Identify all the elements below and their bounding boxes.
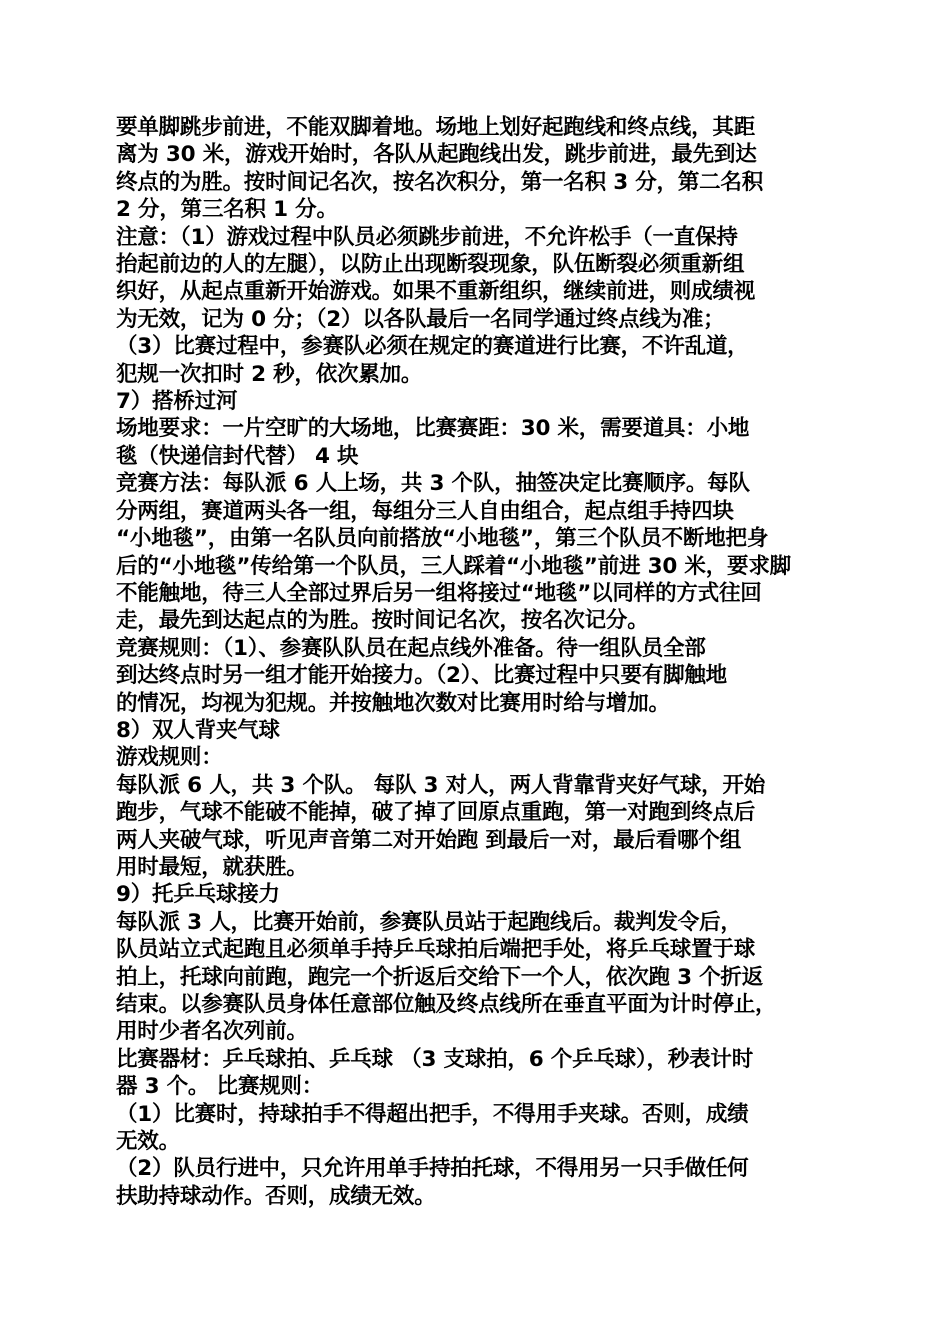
text-line: 分两组，赛道两头各一组，每组分三人自由组合，起点组手持四块 xyxy=(116,498,734,524)
text-line: 竞赛规则：（1）、参赛队队员在起点线外准备。待一组队员全部 xyxy=(116,635,706,661)
text-line: 织好，从起点重新开始游戏。如果不重新组织，继续前进，则成绩视 xyxy=(116,279,756,305)
text-line: 毯（快递信封代替） 4 块 xyxy=(116,443,359,469)
text-line: 用时少者名次列前。 xyxy=(116,1019,308,1045)
text-line: 比赛器材：乒乓球拍、乒乓球 （3 支球拍，6 个乒乓球），秒表计时 xyxy=(116,1046,754,1072)
text-line: 离为 30 米，游戏开始时，各队从起跑线出发，跳步前进，最先到达 xyxy=(116,142,757,168)
text-line: 每队派 3 人，比赛开始前，参赛队员站于起跑线后。裁判发令后， xyxy=(116,909,742,935)
text-line: 场地要求：一片空旷的大场地，比赛赛距：30 米，需要道具：小地 xyxy=(116,416,750,442)
text-line: 为无效，记为 0 分；（2）以各队最后一名同学通过终点线为准； xyxy=(116,306,725,332)
text-line: 要单脚跳步前进，不能双脚着地。场地上划好起跑线和终点线，其距 xyxy=(116,115,756,140)
text-line: 两人夹破气球，听见声音第二对开始跑 到最后一对，最后看哪个组 xyxy=(116,827,741,853)
text-line: 拍上，托球向前跑，跑完一个折返后交给下一个人，依次跑 3 个折返 xyxy=(116,964,764,990)
text-line: 游戏规则： xyxy=(116,745,223,771)
text-line: （3）比赛过程中，参赛队必须在规定的赛道进行比赛，不许乱道， xyxy=(116,334,749,360)
text-line: “小地毯”，由第一名队员向前搭放“小地毯”，第三个队员不断地把身 xyxy=(116,526,769,552)
text-line: 队员站立式起跑且必须单手持乒乓球拍后端把手处，将乒乓球置于球 xyxy=(116,937,756,963)
section-heading: 8）双人背夹气球 xyxy=(116,717,280,743)
text-line: 走，最先到达起点的为胜。按时间记名次，按名次记分。 xyxy=(116,608,649,634)
text-line: 犯规一次扣时 2 秒，依次累加。 xyxy=(116,361,423,387)
text-line: 器 3 个。 比赛规则： xyxy=(116,1074,324,1100)
text-line: （1）比赛时，持球拍手不得超出把手，不得用手夹球。否则，成绩 xyxy=(116,1101,749,1127)
text-line: 扶助持球动作。否则，成绩无效。 xyxy=(116,1183,436,1209)
text-line: 终点的为胜。按时间记名次，按名次积分，第一名积 3 分，第二名积 xyxy=(116,169,764,195)
text-line: 抬起前边的人的左腿），以防止出现断裂现象，队伍断裂必须重新组 xyxy=(116,252,745,278)
text-line: 每队派 6 人，共 3 个队。 每队 3 对人，两人背靠背夹好气球，开始 xyxy=(116,772,766,798)
text-line: 2 分，第三名积 1 分。 xyxy=(116,197,338,223)
text-line: 的情况，均视为犯规。并按触地次数对比赛用时给与增加。 xyxy=(116,690,670,716)
section-heading: 9）托乒乓球接力 xyxy=(116,882,280,908)
text-line: （2）队员行进中，只允许用单手持拍托球，不得用另一只手做任何 xyxy=(116,1156,749,1182)
text-line: 到达终点时另一组才能开始接力。（2）、比赛过程中只要有脚触地 xyxy=(116,663,727,689)
section-heading: 7）搭桥过河 xyxy=(116,389,238,415)
text-line: 不能触地，待三人全部过界后另一组将接过“地毯”以同样的方式往回 xyxy=(116,580,762,606)
text-line: 竞赛方法：每队派 6 人上场，共 3 个队，抽签决定比赛顺序。每队 xyxy=(116,471,750,497)
text-line: 注意：（1）游戏过程中队员必须跳步前进，不允许松手（一直保持 xyxy=(116,224,738,250)
text-line: 跑步，气球不能破不能掉，破了掉了回原点重跑，第一对跑到终点后 xyxy=(116,800,756,826)
text-line: 结束。以参赛队员身体任意部位触及终点线所在垂直平面为计时停止， xyxy=(116,992,777,1017)
text-line: 后的“小地毯”传给第一个队员，三人踩着“小地毯”前进 30 米，要求脚 xyxy=(116,553,791,579)
text-line: 用时最短，就获胜。 xyxy=(116,854,308,880)
document-page xyxy=(116,114,840,1210)
text-line: 无效。 xyxy=(116,1129,180,1155)
